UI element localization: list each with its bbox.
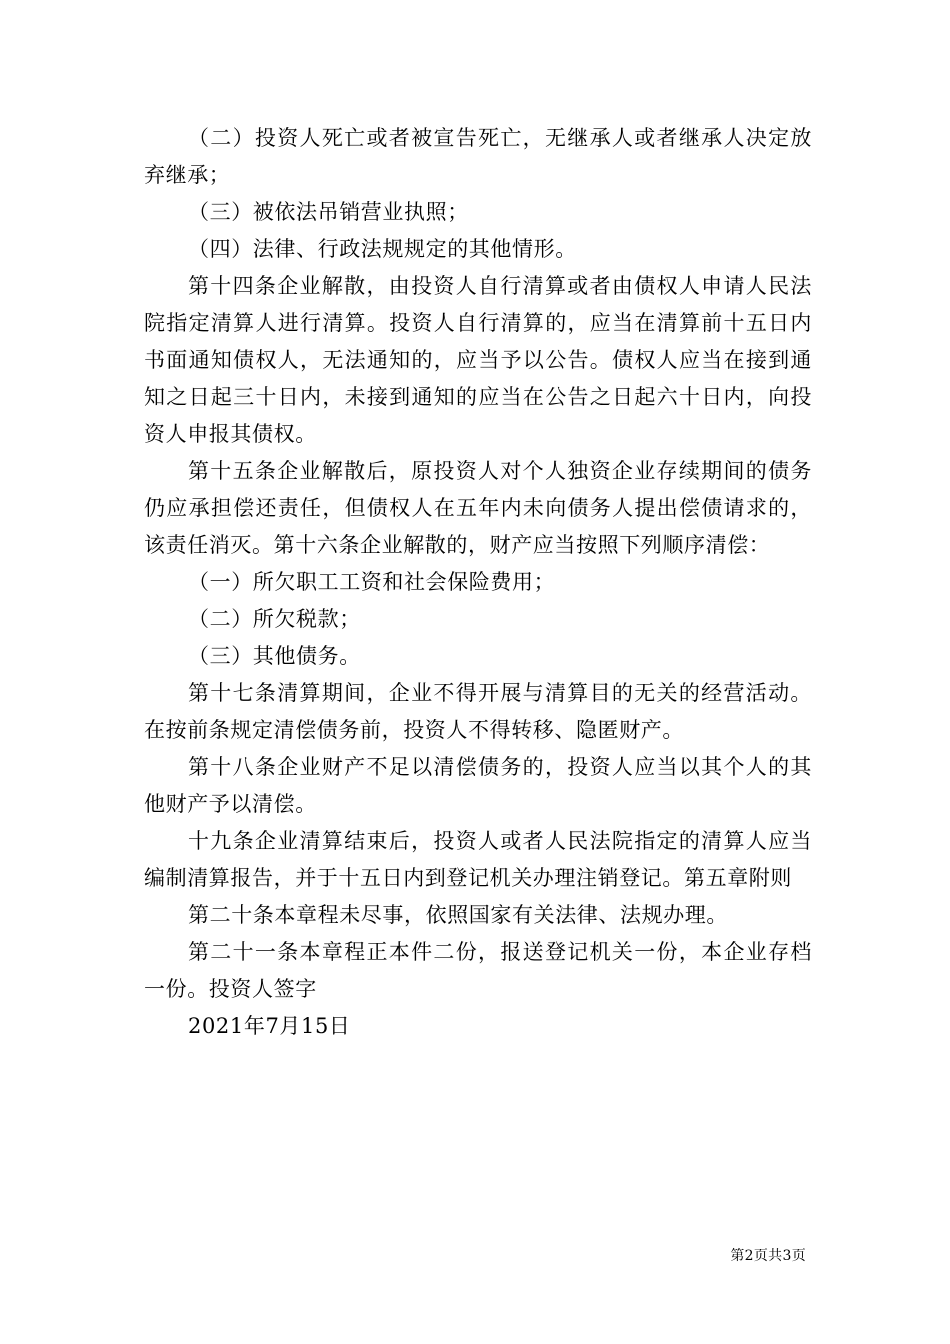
paragraph-priority-3: （三）其他债务。 xyxy=(188,644,361,668)
page-number: 第2页共3页 xyxy=(730,1248,806,1264)
paragraph-article-21: 第二十一条本章程正本件二份，报送登记机关一份，本企业存档一份。投资人签字 xyxy=(144,940,812,1001)
document-body xyxy=(144,120,812,1045)
paragraph-article-19: 十九条企业清算结束后，投资人或者人民法院指定的清算人应当编制清算报告，并于十五日内到登记机关办理注销登记。第五章附则 xyxy=(144,829,812,890)
paragraph-article-20: 第二十条本章程未尽事，依照国家有关法律、法规办理。 xyxy=(188,903,728,927)
signature-date: 2021年7月15日 xyxy=(188,1014,351,1038)
paragraph-item-4-other: （四）法律、行政法规规定的其他情形。 xyxy=(188,237,577,261)
paragraph-priority-2: （二）所欠税款； xyxy=(188,607,361,631)
paragraph-article-18: 第十八条企业财产不足以清偿债务的，投资人应当以其个人的其他财产予以清偿。 xyxy=(144,755,812,816)
paragraph-item-3-license-revoked: （三）被依法吊销营业执照； xyxy=(188,200,469,224)
paragraph-article-17: 第十七条清算期间，企业不得开展与清算目的无关的经营活动。在按前条规定清偿债务前，投资人不得转移、隐匿财产。 xyxy=(144,681,812,742)
paragraph-priority-1: （一）所欠职工工资和社会保险费用； xyxy=(188,570,556,594)
paragraph-article-15-16: 第十五条企业解散后，原投资人对个人独资企业存续期间的债务仍应承担偿还责任，但债权人在五年内未向债务人提出偿债请求的，该责任消灭。第十六条企业解散的，财产应当按照下列顺序清偿： xyxy=(144,459,812,557)
paragraph-article-14: 第十四条企业解散，由投资人自行清算或者由债权人申请人民法院指定清算人进行清算。投资人自行清算的，应当在清算前十五日内书面通知债权人，无法通知的，应当予以公告。债权人应当在接到通知之日起三十日内，未接到通知的应当在公告之日起六十日内，向投资人申报其债权。 xyxy=(144,274,812,446)
paragraph-item-2-heirs: （二）投资人死亡或者被宣告死亡，无继承人或者继承人决定放弃继承； xyxy=(144,126,812,187)
